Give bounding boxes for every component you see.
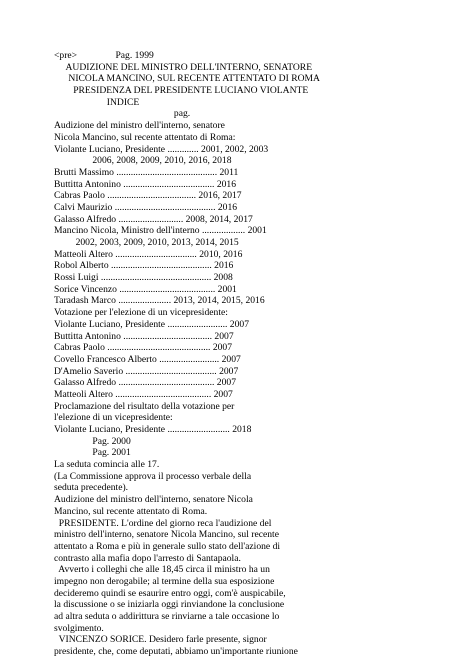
text-line: l'elezione di un vicepresidente: (54, 412, 173, 424)
text-line: seduta precedente). (54, 482, 129, 494)
text-line: Votazione per l'elezione di un vicepresidente: (54, 307, 228, 319)
text-line: Sorice Vincenzo ........................................ 2001 (54, 283, 237, 295)
text-line: PRESIDENZA DEL PRESIDENTE LUCIANO VIOLANTE (54, 85, 309, 97)
text-line: Pag. 2000 (54, 435, 131, 447)
text-line: Cabras Paolo ..................................... 2016, 2017 (54, 190, 242, 202)
text-line: Covello Francesco Alberto ......................... 2007 (54, 353, 241, 365)
text-line: (La Commissione approva il processo verbale della (54, 470, 252, 482)
text-line: AUDIZIONE DEL MINISTRO DELL'INTERNO, SENATORE (54, 61, 313, 73)
text-line: Pag. 2001 (54, 447, 131, 459)
text-line: Mancino Nicola, Ministro dell'interno .................. 2001 (54, 225, 267, 237)
text-line: Audizione del ministro dell'interno, senatore Nicola (54, 494, 253, 506)
text-line: La seduta comincia alle 17. (54, 459, 160, 471)
text-line: presidente, che, come deputati, abbiamo un'importante riunione (54, 646, 298, 658)
text-line: Robol Alberto .......................................... 2016 (54, 260, 234, 272)
text-line: Matteoli Altero .................................. 2010, 2016 (54, 248, 243, 260)
text-line: contrasto alla mafia dopo l'arresto di Santapaola. (54, 552, 241, 564)
text-line: Mancino, sul recente attentato di Roma. (54, 505, 208, 517)
text-line: Cabras Paolo ........................................... 2007 (54, 342, 233, 354)
text-line: svolgimento. (54, 622, 104, 634)
text-line: Proclamazione del risultato della votazione per (54, 400, 235, 412)
text-line: decideremo quindi se esaurire entro oggi, com'è auspicabile, (54, 587, 286, 599)
text-line: Matteoli Altero ........................................ 2007 (54, 388, 233, 400)
text-line: 2002, 2003, 2009, 2010, 2013, 2014, 2015 (54, 237, 239, 248)
text-line: ministro dell'interno, senatore Nicola Mancino, sul recente (54, 529, 279, 541)
text-line: D'Amelio Saverio ...................................... 2007 (54, 365, 239, 377)
text-line: INDICE (54, 96, 140, 108)
text-line: Taradash Marco ...................... 2013, 2014, 2015, 2016 (54, 295, 265, 307)
text-line: la discussione o se iniziarla oggi rinviandone la conclusione (54, 599, 285, 611)
text-line: Avverto i colleghi che alle 18,45 circa il ministro ha un (54, 564, 270, 576)
text-line: Calvi Maurizio .......................................... 2016 (54, 201, 238, 213)
text-line: Buttitta Antonino ...................................... 2016 (54, 178, 237, 190)
text-line: PRESIDENTE. L'ordine del giorno reca l'audizione del (54, 517, 272, 529)
text-line: ad altra seduta o addirittura se rinviarne a tale occasione lo (54, 611, 280, 622)
text-line: Nicola Mancino, sul recente attentato di Roma: (54, 131, 236, 143)
text-line: Buttitta Antonino ..................................... 2007 (54, 330, 234, 342)
text-line: impegno non derogabile; al termine della sua esposizione (54, 575, 275, 587)
text-line: Brutti Massimo .......................................... 2011 (54, 166, 239, 178)
text-line: Violante Luciano, Presidente ............. 2001, 2002, 2003 (54, 143, 269, 155)
text-line: 2006, 2008, 2009, 2010, 2016, 2018 (54, 155, 232, 167)
text-line: VINCENZO SORICE. Desidero farle presente, signor (54, 634, 267, 646)
text-line: attentato a Roma e più in generale sullo stato dell'azione di (54, 540, 281, 552)
text-line: Violante Luciano, Presidente .......................... 2018 (54, 424, 252, 435)
text-line: Galasso Alfredo ........................... 2008, 2014, 2017 (54, 213, 253, 225)
text-line: <pre> Pag. 1999 (54, 50, 154, 61)
text-line: NICOLA MANCINO, SUL RECENTE ATTENTATO DI ROMA (54, 73, 320, 85)
text-line: Rossi Luigi .............................................. 2008 (54, 272, 233, 284)
text-line: pag. (54, 108, 191, 120)
text-line: Galasso Alfredo ........................................ 2007 (54, 377, 236, 389)
text-line: Audizione del ministro dell'interno, senatore (54, 120, 225, 132)
text-line: Violante Luciano, Presidente ......................... 2007 (54, 318, 249, 330)
document-page (54, 50, 446, 658)
